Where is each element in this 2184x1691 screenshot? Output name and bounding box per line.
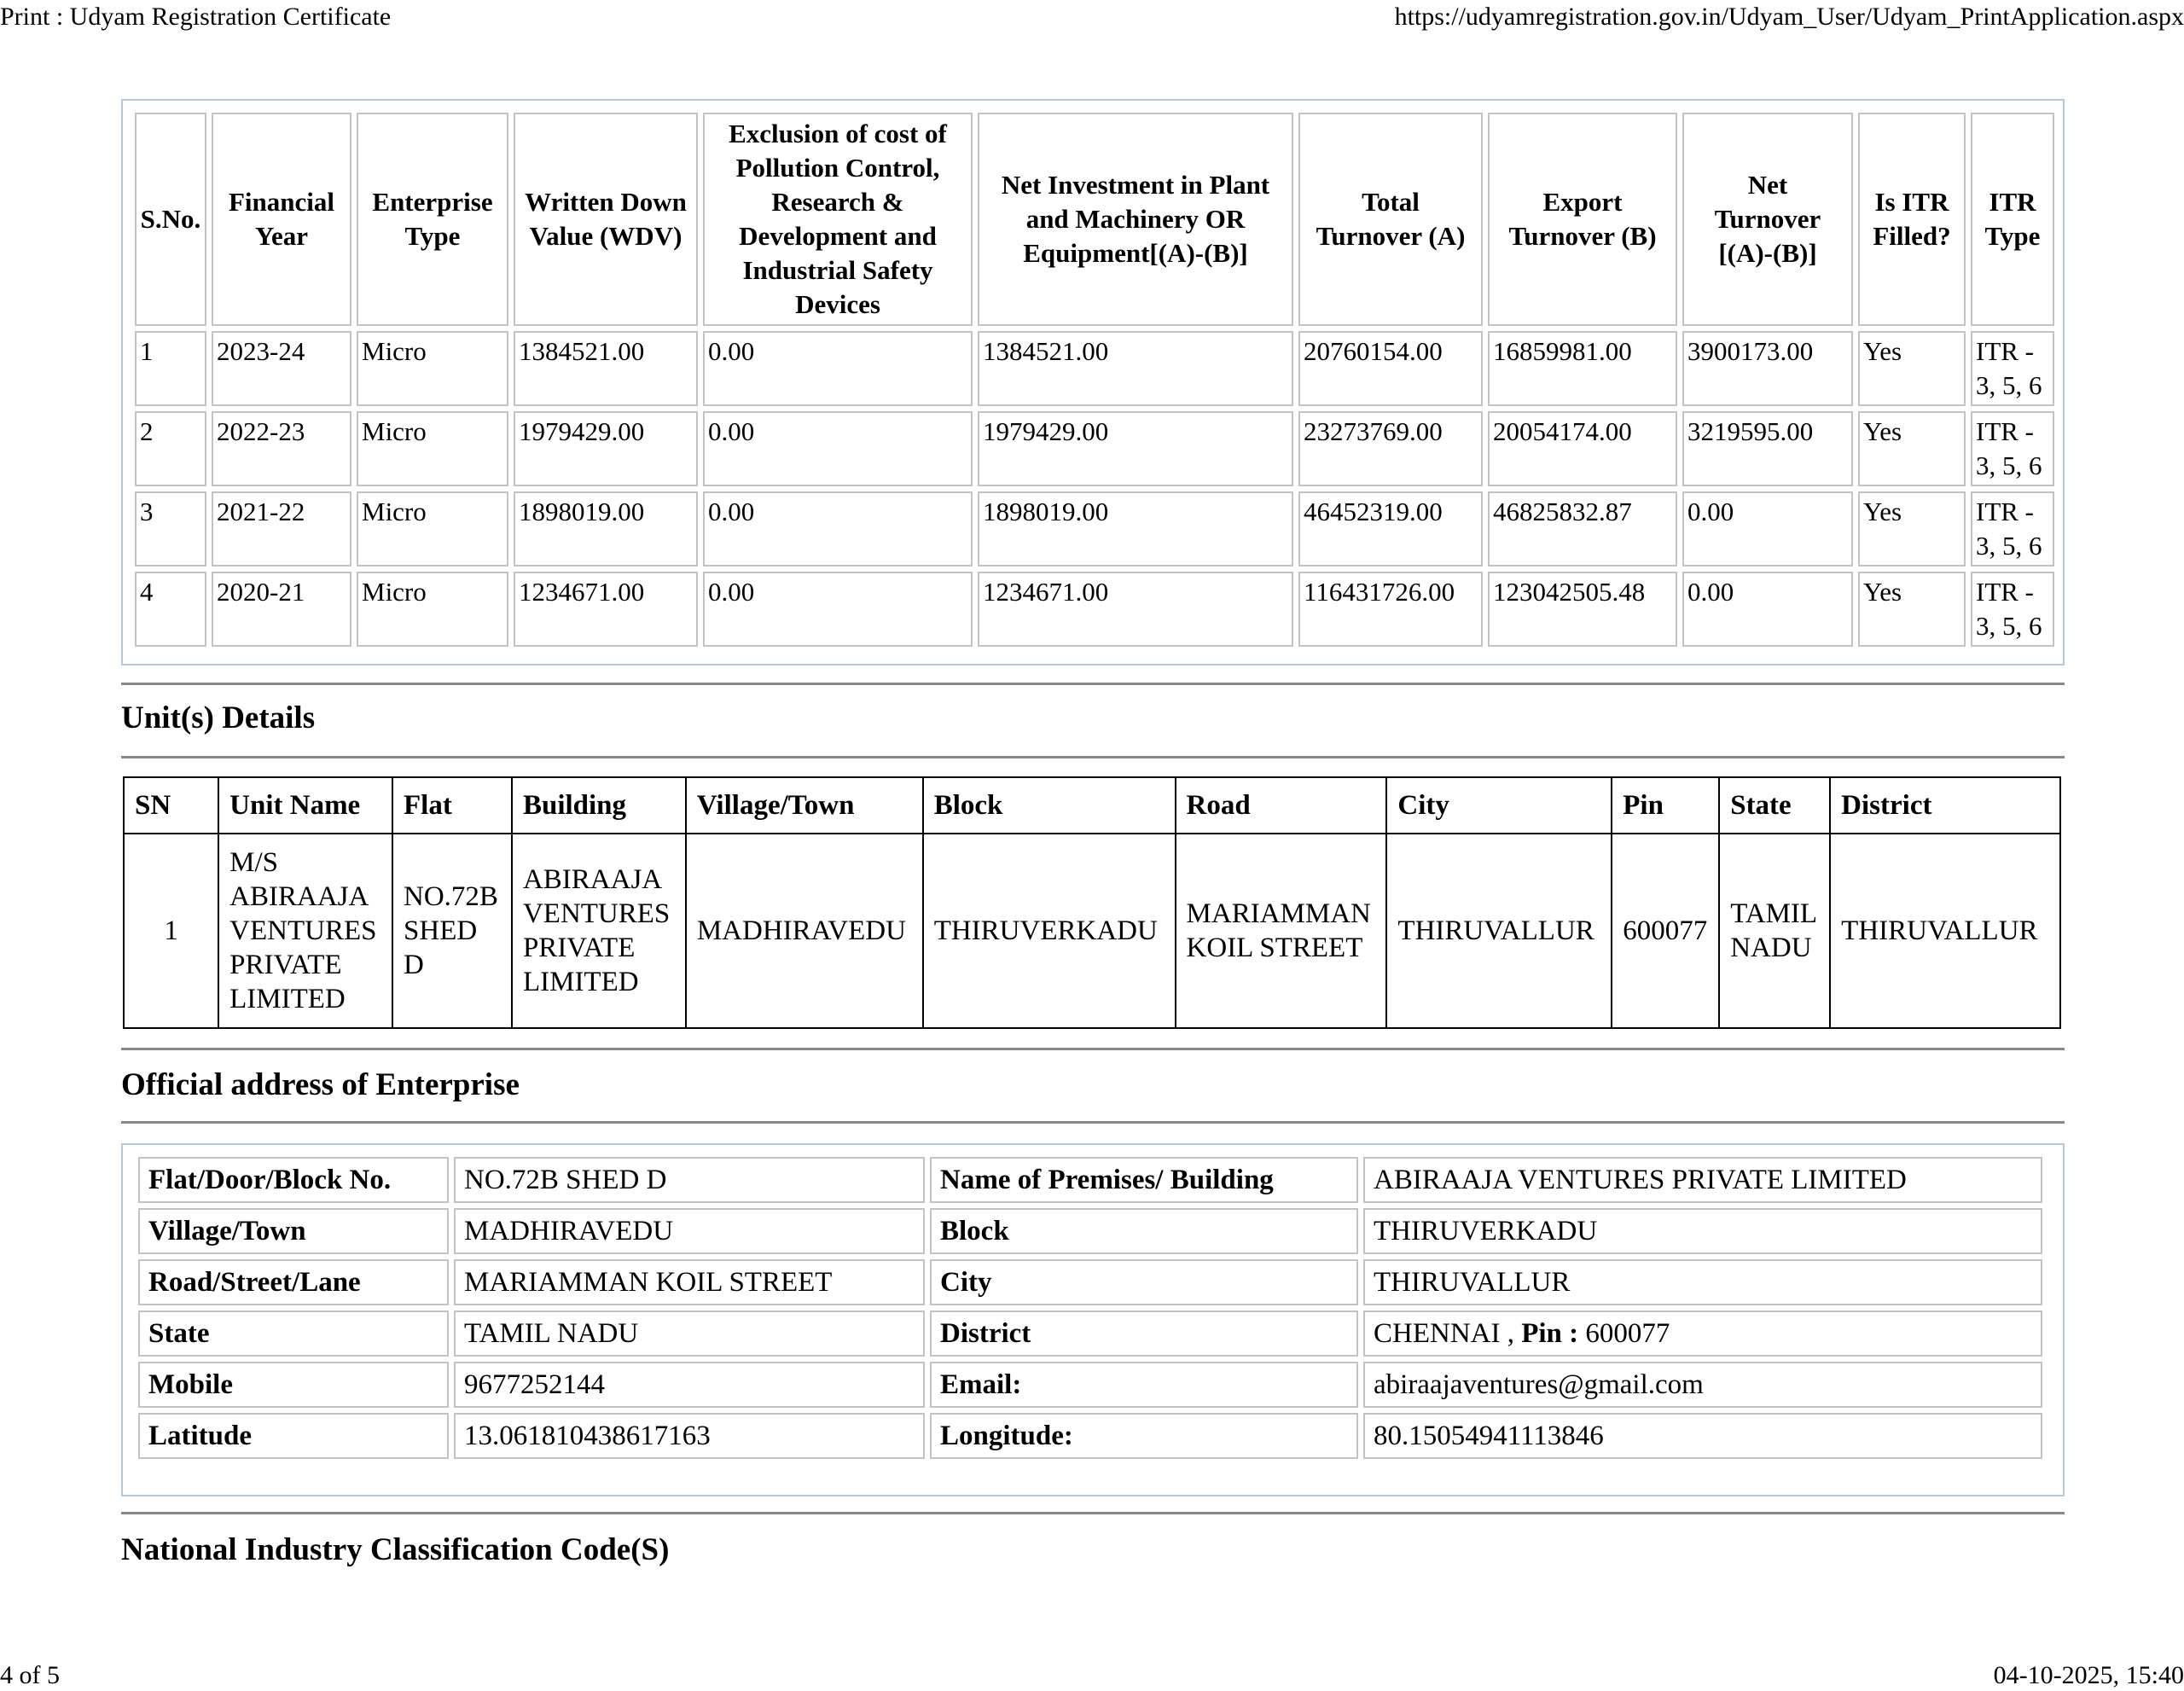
- col-city: City: [1386, 777, 1612, 834]
- print-title: Print : Udyam Registration Certificate: [0, 3, 392, 31]
- col-pin: Pin: [1612, 777, 1719, 834]
- cell-wdv: 1979429.00: [514, 411, 698, 486]
- cell-net-investment: 1234671.00: [978, 572, 1293, 647]
- table-row: [135, 572, 2054, 647]
- label-village: Village/Town: [138, 1208, 449, 1254]
- value-longitude: 80.15054941113846: [1363, 1413, 2042, 1459]
- cell-type: Micro: [357, 411, 508, 486]
- cell-total-turnover: 23273769.00: [1298, 411, 1483, 486]
- units-header-row: [124, 777, 2060, 834]
- col-road: Road: [1176, 777, 1387, 834]
- value-state: TAMIL NADU: [454, 1310, 925, 1357]
- cell-type: Micro: [357, 331, 508, 406]
- cell-exclusion: 0.00: [703, 572, 973, 647]
- cell-itr-filled: Yes: [1858, 572, 1966, 647]
- label-state: State: [138, 1310, 449, 1357]
- col-enterprise-type: Enterprise Type: [357, 113, 508, 326]
- value-premises: ABIRAAJA VENTURES PRIVATE LIMITED: [1363, 1157, 2042, 1203]
- cell-itr-filled: Yes: [1858, 411, 1966, 486]
- table-row: [135, 411, 2054, 486]
- cell-exclusion: 0.00: [703, 491, 973, 567]
- cell-sno: 2: [135, 411, 206, 486]
- col-district: District: [1830, 777, 2060, 834]
- cell-net-investment: 1979429.00: [978, 411, 1293, 486]
- table-row: [138, 1413, 2042, 1459]
- label-longitude: Longitude:: [930, 1413, 1358, 1459]
- divider: [121, 1121, 2065, 1124]
- cell-export-turnover: 20054174.00: [1488, 411, 1677, 486]
- cell-building: ABIRAAJA VENTURES PRIVATE LIMITED: [512, 834, 686, 1028]
- page-number: 4 of 5: [0, 1661, 60, 1689]
- value-mobile: 9677252144: [454, 1362, 925, 1408]
- cell-sno: 4: [135, 572, 206, 647]
- cell-net-turnover: 3219595.00: [1682, 411, 1853, 486]
- nic-section-title: National Industry Classification Code(S): [121, 1532, 670, 1567]
- col-state: State: [1719, 777, 1830, 834]
- label-block: Block: [930, 1208, 1358, 1254]
- divider: [121, 1048, 2065, 1050]
- cell-itr-filled: Yes: [1858, 491, 1966, 567]
- divider: [121, 756, 2065, 758]
- cell-itr-type: ITR - 3, 5, 6: [1971, 491, 2054, 567]
- cell-itr-type: ITR - 3, 5, 6: [1971, 411, 2054, 486]
- col-net-investment: Net Investment in Plant and Machinery OR Equipment[(A)-(B)]: [978, 113, 1293, 326]
- value-city: THIRUVALLUR: [1363, 1259, 2042, 1305]
- cell-fy: 2022-23: [212, 411, 351, 486]
- cell-net-turnover: 0.00: [1682, 491, 1853, 567]
- cell-type: Micro: [357, 491, 508, 567]
- col-flat: Flat: [392, 777, 512, 834]
- divider: [121, 683, 2065, 685]
- cell-export-turnover: 16859981.00: [1488, 331, 1677, 406]
- col-financial-year: Financial Year: [212, 113, 351, 326]
- cell-itr-type: ITR - 3, 5, 6: [1971, 331, 2054, 406]
- cell-fy: 2023-24: [212, 331, 351, 406]
- label-flat: Flat/Door/Block No.: [138, 1157, 449, 1203]
- col-wdv: Written Down Value (WDV): [514, 113, 698, 326]
- value-district: CHENNAI , Pin : 600077: [1363, 1310, 2042, 1357]
- cell-net-turnover: 0.00: [1682, 572, 1853, 647]
- col-exclusion: Exclusion of cost of Pollution Control, Research & Development and Industrial Safety Devices: [703, 113, 973, 326]
- value-village: MADHIRAVEDU: [454, 1208, 925, 1254]
- cell-exclusion: 0.00: [703, 411, 973, 486]
- col-unit-name: Unit Name: [218, 777, 392, 834]
- cell-export-turnover: 123042505.48: [1488, 572, 1677, 647]
- table-row: [135, 491, 2054, 567]
- label-latitude: Latitude: [138, 1413, 449, 1459]
- cell-sno: 3: [135, 491, 206, 567]
- cell-pin: 600077: [1612, 834, 1719, 1028]
- label-city: City: [930, 1259, 1358, 1305]
- cell-net-investment: 1898019.00: [978, 491, 1293, 567]
- divider: [121, 1512, 2065, 1514]
- cell-sn: 1: [124, 834, 218, 1028]
- financial-header-row: [135, 113, 2054, 326]
- table-row: [138, 1157, 2042, 1203]
- label-district: District: [930, 1310, 1358, 1357]
- official-address-title: Official address of Enterprise: [121, 1067, 520, 1102]
- cell-fy: 2021-22: [212, 491, 351, 567]
- value-road: MARIAMMAN KOIL STREET: [454, 1259, 925, 1305]
- cell-state: TAMIL NADU: [1719, 834, 1830, 1028]
- cell-total-turnover: 116431726.00: [1298, 572, 1483, 647]
- page-url: https://udyamregistration.gov.in/Udyam_User/Udyam_PrintApplication.aspx: [1394, 3, 2184, 31]
- cell-net-turnover: 3900173.00: [1682, 331, 1853, 406]
- cell-block: THIRUVERKADU: [923, 834, 1176, 1028]
- cell-wdv: 1898019.00: [514, 491, 698, 567]
- col-village: Village/Town: [686, 777, 923, 834]
- cell-city: THIRUVALLUR: [1386, 834, 1612, 1028]
- print-datetime: 04-10-2025, 15:40: [1993, 1661, 2184, 1689]
- col-sn: SN: [124, 777, 218, 834]
- label-email: Email:: [930, 1362, 1358, 1408]
- col-total-turnover: Total Turnover (A): [1298, 113, 1483, 326]
- cell-sno: 1: [135, 331, 206, 406]
- table-row: [135, 331, 2054, 406]
- label-road: Road/Street/Lane: [138, 1259, 449, 1305]
- cell-wdv: 1384521.00: [514, 331, 698, 406]
- official-address-table: [133, 1152, 2048, 1464]
- cell-road: MARIAMMAN KOIL STREET: [1176, 834, 1387, 1028]
- col-itr-filled: Is ITR Filled?: [1858, 113, 1966, 326]
- cell-itr-type: ITR - 3, 5, 6: [1971, 572, 2054, 647]
- table-row: [138, 1259, 2042, 1305]
- value-latitude: 13.061810438617163: [454, 1413, 925, 1459]
- cell-type: Micro: [357, 572, 508, 647]
- table-row: [124, 834, 2060, 1028]
- table-row: [138, 1362, 2042, 1408]
- col-sno: S.No.: [135, 113, 206, 326]
- cell-wdv: 1234671.00: [514, 572, 698, 647]
- col-block: Block: [923, 777, 1176, 834]
- cell-unit-name: M/S ABIRAAJA VENTURES PRIVATE LIMITED: [218, 834, 392, 1028]
- cell-flat: NO.72B SHED D: [392, 834, 512, 1028]
- units-section-title: Unit(s) Details: [121, 700, 316, 735]
- label-premises: Name of Premises/ Building: [930, 1157, 1358, 1203]
- cell-total-turnover: 20760154.00: [1298, 331, 1483, 406]
- financial-table: [130, 108, 2059, 652]
- label-mobile: Mobile: [138, 1362, 449, 1408]
- units-table: [123, 776, 2061, 1029]
- cell-district: THIRUVALLUR: [1830, 834, 2060, 1028]
- cell-village: MADHIRAVEDU: [686, 834, 923, 1028]
- cell-fy: 2020-21: [212, 572, 351, 647]
- value-email: abiraajaventures@gmail.com: [1363, 1362, 2042, 1408]
- col-itr-type: ITR Type: [1971, 113, 2054, 326]
- table-row: [138, 1310, 2042, 1357]
- value-flat: NO.72B SHED D: [454, 1157, 925, 1203]
- col-export-turnover: Export Turnover (B): [1488, 113, 1677, 326]
- value-block: THIRUVERKADU: [1363, 1208, 2042, 1254]
- cell-total-turnover: 46452319.00: [1298, 491, 1483, 567]
- cell-net-investment: 1384521.00: [978, 331, 1293, 406]
- col-net-turnover: Net Turnover [(A)-(B)]: [1682, 113, 1853, 326]
- col-building: Building: [512, 777, 686, 834]
- cell-exclusion: 0.00: [703, 331, 973, 406]
- cell-export-turnover: 46825832.87: [1488, 491, 1677, 567]
- table-row: [138, 1208, 2042, 1254]
- cell-itr-filled: Yes: [1858, 331, 1966, 406]
